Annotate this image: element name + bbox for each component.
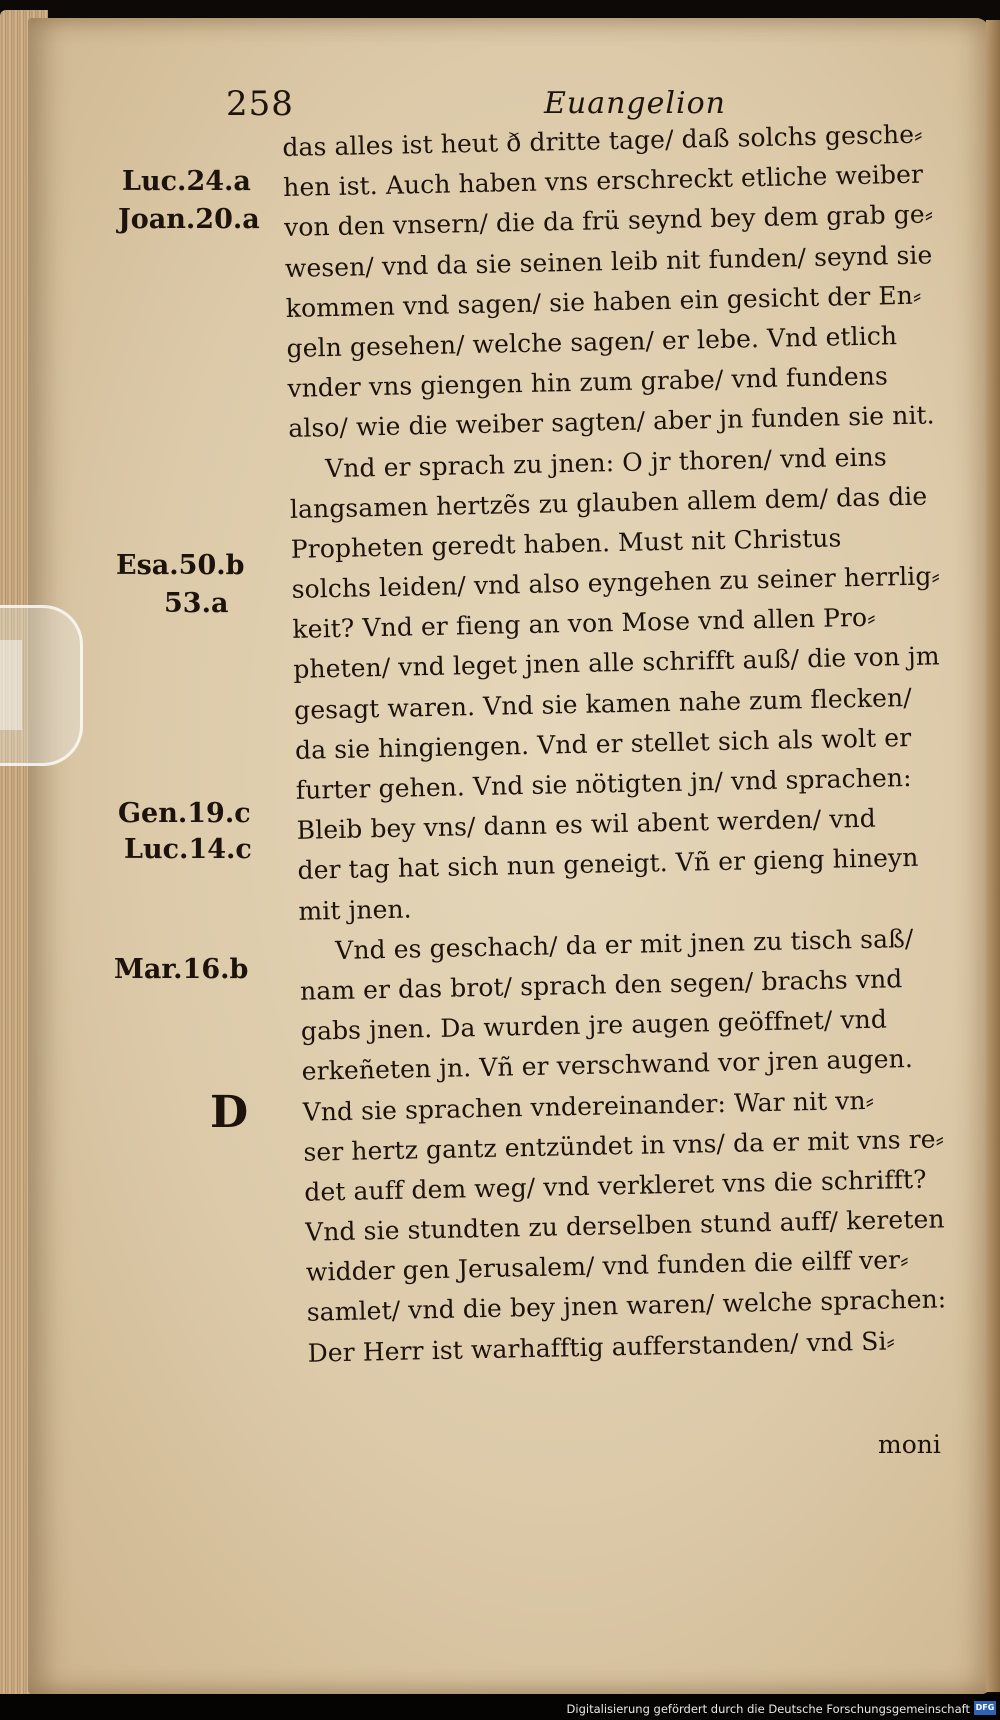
text-line: kommen vnd sagen/ sie haben ein gesicht der En⸗ bbox=[285, 280, 922, 323]
text-line: ser hertz gantz entzündet in vns/ da er mit vns re⸗ bbox=[303, 1124, 945, 1167]
text-line: samlet/ vnd die bey jnen waren/ welche sprachen: bbox=[306, 1284, 947, 1328]
text-line: langsamen hertzẽs zu glauben allem dem/ das die bbox=[289, 481, 928, 524]
page-right-edge bbox=[986, 20, 1000, 1692]
catchword: moni bbox=[878, 1430, 941, 1459]
dfg-logo: DFG bbox=[974, 1701, 996, 1715]
digitization-credit: Digitalisierung gefördert durch die Deutsche Forschungsgemeinschaft bbox=[566, 1702, 970, 1716]
text-line: das alles ist heut ð dritte tage/ daß solchs gesche⸗ bbox=[282, 119, 923, 162]
page-number: 258 bbox=[226, 84, 294, 124]
text-line: Der Herr ist warhafftig aufferstanden/ vnd Si⸗ bbox=[307, 1326, 896, 1368]
text-line: da sie hingiengen. Vnd er stellet sich als wolt er bbox=[294, 722, 912, 765]
text-line: Propheten geredt haben. Must nit Christus bbox=[290, 523, 842, 564]
initial-letter: D bbox=[210, 1087, 249, 1138]
text-line: mit jnen. bbox=[298, 894, 412, 926]
margin-note: Luc.24.a bbox=[122, 166, 251, 197]
text-line: der tag hat sich nun geneigt. Vñ er gieng hineyn bbox=[297, 843, 919, 886]
text-line: Vnd sie stundten zu derselben stund auff/ kereten bbox=[304, 1204, 945, 1247]
body-text bbox=[282, 114, 988, 1374]
text-line: wesen/ vnd da sie seinen leib nit funden/ seynd sie bbox=[284, 239, 933, 283]
text-line: hen ist. Auch haben vns erschreckt etliche weiber bbox=[282, 159, 924, 203]
margin-note: 53.a bbox=[164, 588, 229, 619]
text-line: nam er das brot/ sprach den segen/ brachs vnd bbox=[299, 964, 903, 1006]
text-line: Vnd sie sprachen vndereinander: War nit vn⸗ bbox=[302, 1085, 875, 1127]
text-line: Vnd er sprach zu jnen: O jr thoren/ vnd eins bbox=[324, 441, 888, 483]
text-line: solchs leiden/ vnd also eyngehen zu seiner herrlig⸗ bbox=[291, 561, 941, 604]
text-line: pheten/ vnd leget jnen alle schrifft auß/ die von jm bbox=[293, 641, 940, 685]
margin-note: Joan.20.a bbox=[118, 204, 260, 235]
text-line: det auff dem weg/ vnd verkleret vns die schrifft? bbox=[303, 1164, 927, 1207]
footer-bar bbox=[0, 1694, 1000, 1720]
margin-note: Luc.14.c bbox=[124, 834, 252, 865]
text-line: erkeñeten jn. Vñ er verschwand vor jren augen. bbox=[301, 1044, 914, 1087]
margin-note: Gen.19.c bbox=[118, 798, 251, 829]
bookmark-clip bbox=[0, 605, 83, 766]
text-line: Bleib bey vns/ dann es wil abent werden/ vnd bbox=[296, 803, 877, 846]
text-line: vnder vns giengen hin zum grabe/ vnd fundens bbox=[287, 361, 889, 404]
text-line: furter gehen. Vnd sie nötigten jn/ vnd sprachen: bbox=[295, 762, 912, 805]
text-line: geln gesehen/ welche sagen/ er lebe. Vnd etlich bbox=[286, 321, 898, 363]
text-line: von den vnsern/ die da frü seynd bey dem grab ge⸗ bbox=[283, 199, 934, 243]
text-line: Vnd es geschach/ da er mit jnen zu tisch saß/ bbox=[334, 923, 914, 965]
margin-note: Esa.50.b bbox=[116, 550, 245, 581]
running-title: Euangelion bbox=[544, 86, 726, 121]
margin-note: Mar.16.b bbox=[114, 954, 249, 985]
text-line: also/ wie die weiber sagten/ aber jn funden sie nit. bbox=[287, 400, 935, 444]
text-line: gabs jnen. Da wurden jre augen geöffnet/ vnd bbox=[300, 1004, 888, 1046]
text-line: widder gen Jerusalem/ vnd funden die eilff ver⸗ bbox=[305, 1245, 909, 1287]
text-line: keit? Vnd er fieng an von Mose vnd allen Pro⸗ bbox=[292, 602, 876, 645]
text-line: gesagt waren. Vnd sie kamen nahe zum flecken/ bbox=[293, 682, 912, 725]
